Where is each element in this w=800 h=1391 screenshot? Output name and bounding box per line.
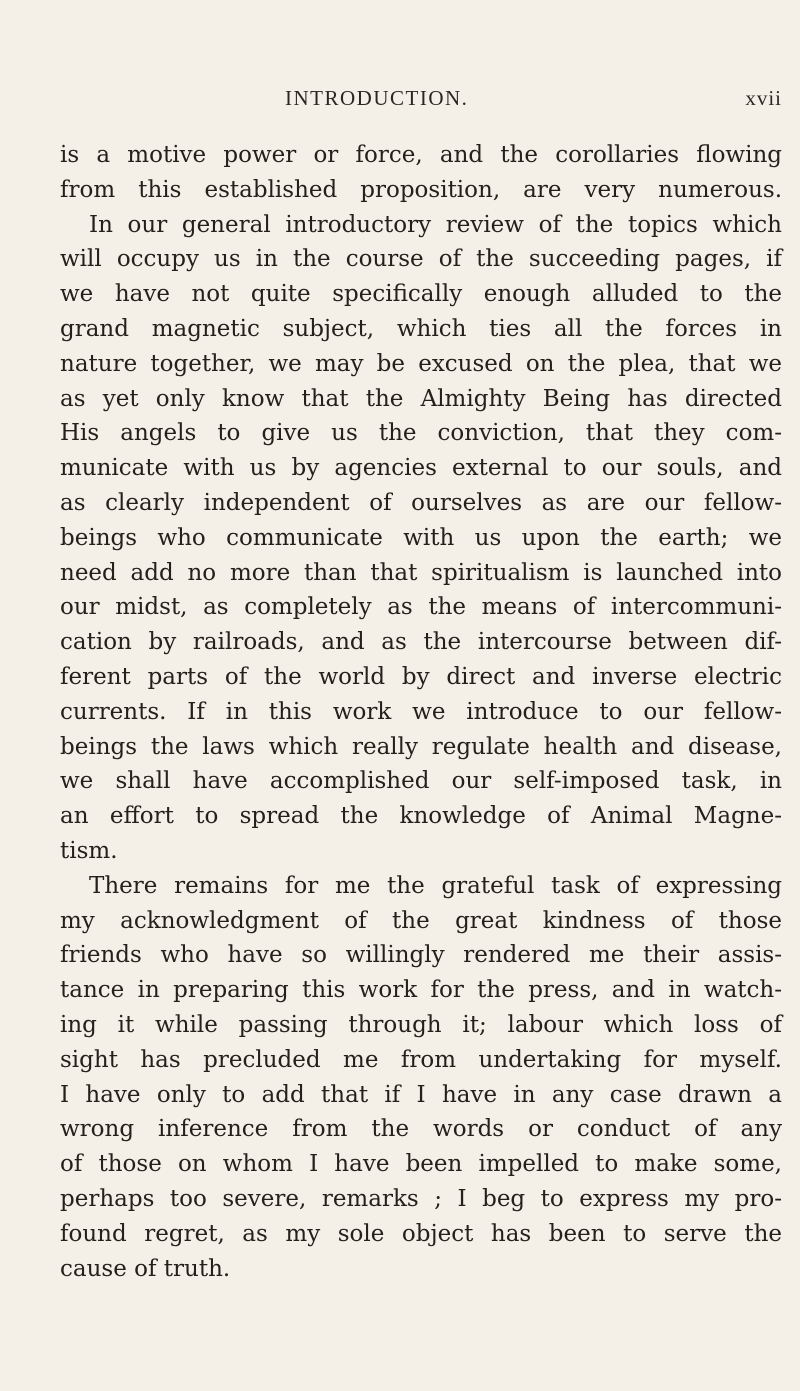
running-head: INTRODUCTION. bbox=[285, 86, 469, 110]
text-line: sight has precluded me from undertaking for myself. bbox=[60, 1046, 782, 1073]
text-line: grand magnetic subject, which ties all the forces in bbox=[60, 315, 782, 342]
text-line: as yet only know that the Almighty Being has directed bbox=[60, 385, 782, 412]
text-line: currents. If in this work we introduce to our fellow- bbox=[60, 698, 782, 725]
text-line: beings the laws which really regulate health and disease, bbox=[60, 733, 782, 760]
text-line: ferent parts of the world by direct and inverse electric bbox=[60, 663, 782, 690]
paragraph-first-line: There remains for me the grateful task of expressing bbox=[89, 872, 782, 899]
body-text bbox=[60, 138, 782, 1286]
text-line: we have not quite specifically enough alluded to the bbox=[60, 281, 782, 308]
text-line: will occupy us in the course of the succeeding pages, if bbox=[60, 246, 782, 273]
text-line: need add no more than that spiritualism is launched into bbox=[60, 559, 782, 586]
text-line: tance in preparing this work for the press, and in watch- bbox=[60, 977, 782, 1004]
paragraph-first-line: In our general introductory review of the topics which bbox=[89, 211, 782, 238]
text-line: of those on whom I have been impelled to make some, bbox=[60, 1151, 782, 1178]
text-line: friends who have so willingly rendered me their assis- bbox=[60, 942, 782, 969]
paragraph-last-line: cause of truth. bbox=[60, 1255, 231, 1282]
text-line: from this established proposition, are very numerous. bbox=[60, 176, 782, 203]
text-line: we shall have accomplished our self-imposed task, in bbox=[60, 768, 782, 795]
text-line: municate with us by agencies external to our souls, and bbox=[60, 455, 782, 482]
page-header bbox=[60, 86, 782, 116]
text-line: found regret, as my sole object has been to serve the bbox=[60, 1220, 782, 1247]
text-line: nature together, we may be excused on the plea, that we bbox=[60, 350, 782, 377]
text-line: our midst, as completely as the means of intercommuni- bbox=[60, 594, 782, 621]
text-line: ing it while passing through it; labour which loss of bbox=[60, 1011, 782, 1038]
text-line: an effort to spread the knowledge of Animal Magne- bbox=[60, 803, 782, 830]
text-line: as clearly independent of ourselves as are our fellow- bbox=[60, 489, 782, 516]
text-line: beings who communicate with us upon the earth; we bbox=[60, 524, 782, 551]
text-line: is a motive power or force, and the corollaries flowing bbox=[60, 142, 782, 168]
text-line: wrong inference from the words or conduct of any bbox=[60, 1116, 782, 1143]
page-number: xvii bbox=[745, 86, 782, 110]
text-line: cation by railroads, and as the intercourse between dif- bbox=[60, 629, 782, 656]
text-line: I have only to add that if I have in any case drawn a bbox=[60, 1081, 782, 1108]
text-line: His angels to give us the conviction, that they com- bbox=[60, 420, 782, 447]
text-line: perhaps too severe, remarks ; I beg to express my pro- bbox=[60, 1185, 782, 1212]
paragraph-last-line: tism. bbox=[60, 837, 118, 864]
text-line: my acknowledgment of the great kindness of those bbox=[60, 907, 782, 934]
